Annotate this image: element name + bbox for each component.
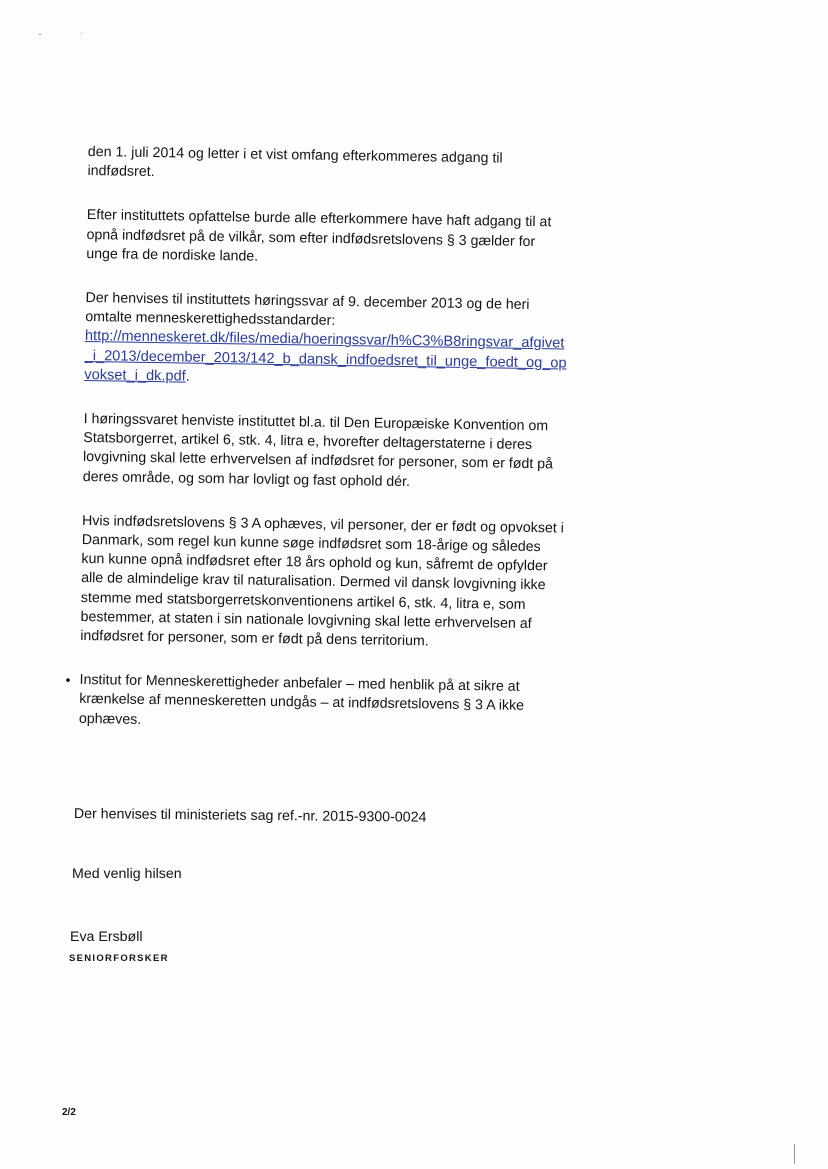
paragraph-institute-opinion: Efter instituttets opfattelse burde alle efterkommere have haft adgang til at opnå indfødsret på de vilkår, som efter indfødsretslovens § 3 gælder for unge fra de nordiske lande.	[86, 207, 552, 265]
hearing-link-period: .	[185, 368, 190, 385]
closing-greeting: Med venlig hilsen	[72, 866, 182, 882]
scan-speck-left	[39, 34, 41, 35]
recommendation-bullet	[65, 671, 564, 736]
hearing-response-link[interactable]: http://menneskeret.dk/files/media/hoeringssvar/h%C3%B8ringsvar_afgivet_i_2013/december_2013/142_b_dansk_indfoedsret_til_unge_foedt_og_opvokset_i_dk.pdf	[84, 328, 567, 385]
signature-name: Eva Ersbøll	[70, 929, 143, 945]
signature-title: SENIORFORSKER	[69, 953, 169, 964]
paragraph-hearing-reference	[84, 289, 569, 393]
scan-speck-right	[81, 33, 82, 34]
bullet-icon: •	[65, 671, 71, 689]
letter-body	[65, 143, 572, 736]
page-number: 2/2	[62, 1107, 76, 1118]
paragraph-indfoedsret-date: den 1. juli 2014 og letter i et vist omfang efterkommeres adgang til indfødsret.	[87, 143, 503, 181]
paragraph-consequences: Hvis indfødsretslovens § 3 A ophæves, vil personer, der er født og opvokset i Danmark, som regel kun kunne søge indfødsret som 18-årige og således kun kunne opnå indfødsret efter 18 års ophold og kun, såfremt de opfylder alle de almindelige krav til naturalisation. Dermed vil dansk lovgivning ikke stemme med statsborgerretskonventionens artikel 6, stk. 4, litra e, som bestemmer, at staten i sin nationale lovgivning skal lette erhvervelsen af indfødsret for personer, som er født på dens territorium.	[80, 512, 564, 650]
paragraph-convention: I høringssvaret henviste instituttet bl.a. til Den Europæiske Konvention om Statsborgerret, artikel 6, stk. 4, litra e, hvorefter deltagerstaterne i deres lovgivning skal lette erhvervelsen af indfødsret for personer, som er født på deres område, og som har lovligt og fast ophold dér.	[82, 410, 554, 490]
ministry-reference: Der henvises til ministeriets sag ref.-nr. 2015-9300-0024	[73, 806, 427, 826]
hearing-reference-intro: Der henvises til instituttets høringssvar af 9. december 2013 og de heri omtalte menneskerettighedsstandarder:	[85, 289, 530, 330]
recommendation-text: Institut for Menneskerettigheder anbefaler – med henblik på at sikre at krænkelse af menneskeretten undgås – at indfødsretslovens § 3 A ikke ophæves.	[78, 672, 525, 728]
scan-edge-mark	[794, 1144, 795, 1164]
hearing-link-wrap	[84, 327, 569, 392]
